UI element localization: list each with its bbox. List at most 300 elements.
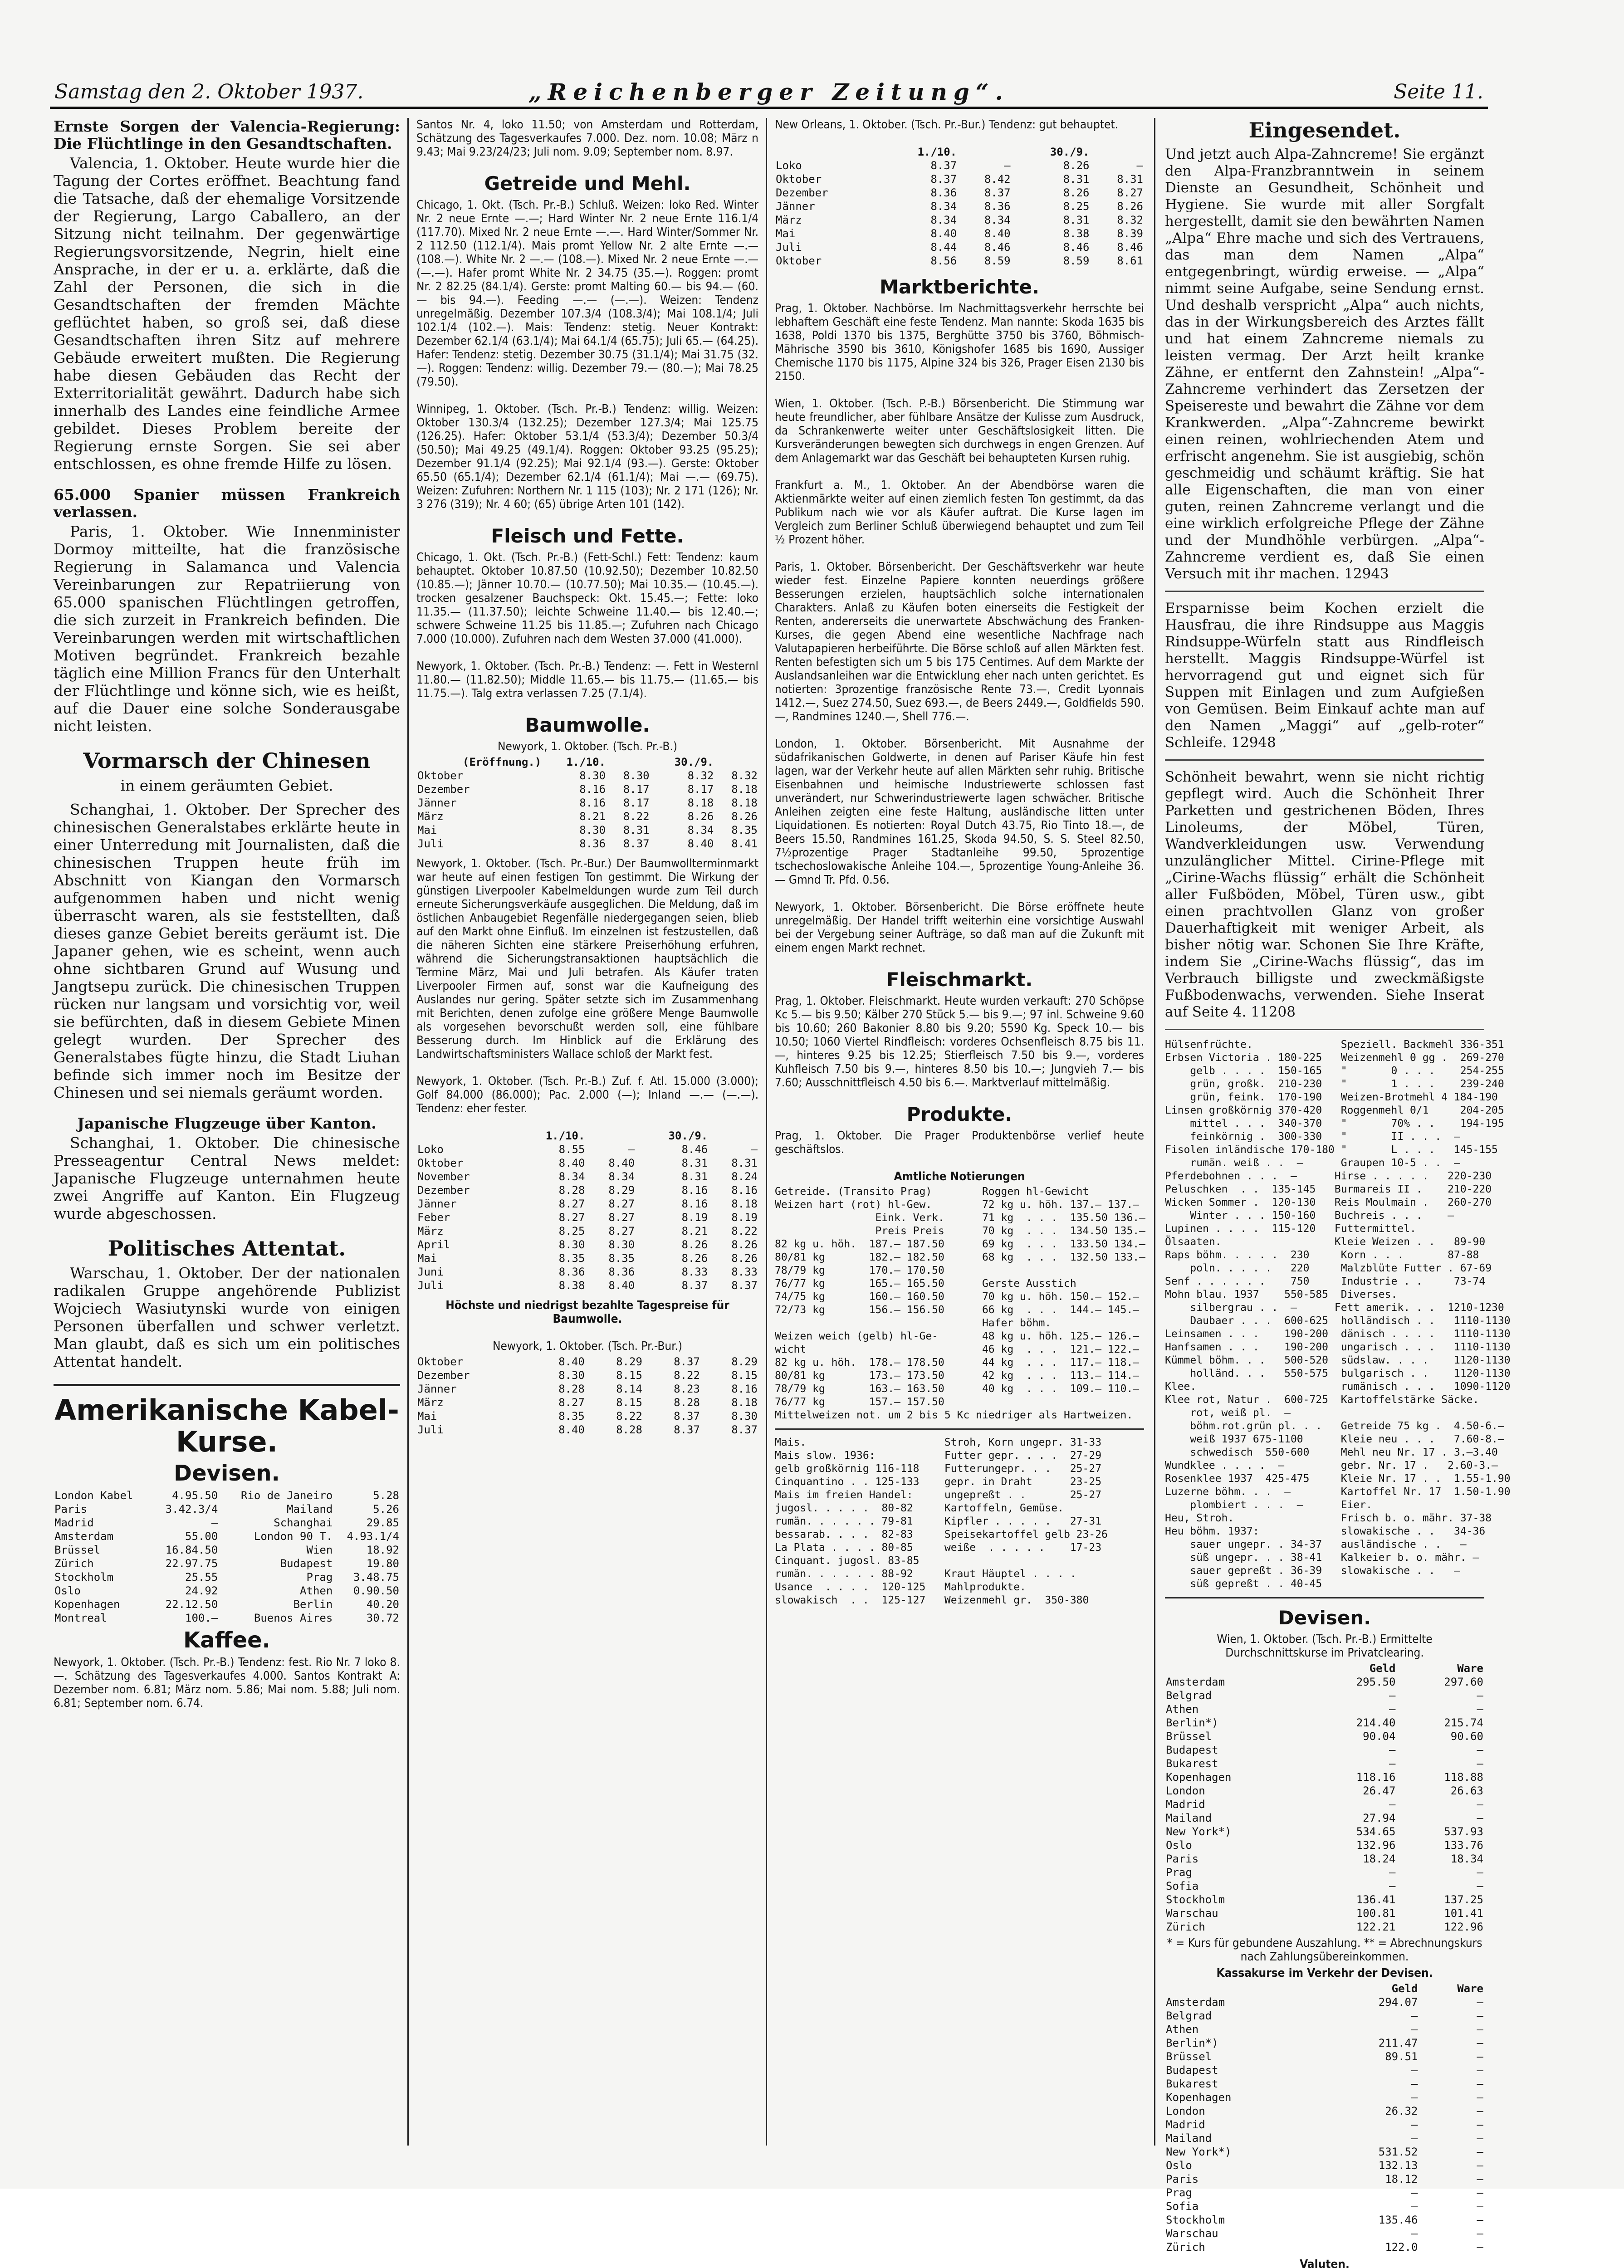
row-value: — — [1411, 2200, 1418, 2213]
table-header — [775, 145, 1144, 159]
devisen-row — [1165, 1702, 1484, 1716]
column-4 — [1161, 118, 1511, 2268]
row-value: 8.30 — [579, 769, 606, 782]
row-value: 8.38 — [1063, 227, 1090, 240]
row-value: 8.46 — [1117, 241, 1143, 254]
row-label: Belgrad — [1166, 1689, 1212, 1702]
row-value: — — [1477, 2132, 1483, 2145]
column-header: Ware — [1457, 1982, 1483, 1995]
price-line: feinkörnig . 300-330 " II . . . — — [1165, 1131, 1460, 1143]
price-line: 82 kg u. höh. 178.— 178.50 44 kg . . . 117.— 118.— — [775, 1357, 1140, 1369]
row-value: 8.40 — [930, 227, 957, 240]
kassa-row — [1165, 2186, 1484, 2200]
row-label: Juni — [417, 1266, 444, 1278]
kassa-row — [1165, 2023, 1484, 2036]
fleisch-newyork: Newyork, 1. Oktober. (Tsch. Pr.-B.) Tendenz: —. Fett in Westernl 11.80.— (11.82.50); Middle 11.65.— bis 11.75.— (11.65.— bis 11.75.—). Talg extra verlassen 7.25 (7.1/4). — [416, 660, 758, 700]
row-value: 8.27 — [1117, 186, 1143, 199]
price-line: 80/81 kg 182.— 182.50 68 kg . . . 132.50 133.— — [775, 1251, 1145, 1263]
kaffee-body: Newyork, 1. Oktober. (Tsch. Pr.-B.) Tendenz: fest. Rio Nr. 7 loko 8.—. Schätzung des Tagesverkaufes 4.000. Santos Kontrakt A: Dezember nom. 6.81; März nom. 5.86; Mai nom. 5.88; Juli nom. 6.81; September nom. 6.74. — [54, 1656, 400, 1710]
row-value: 8.39 — [1117, 227, 1143, 240]
price-line: Daubaer . . . 600-625 holländisch . . 1110-1130 — [1165, 1315, 1511, 1327]
baumwolle-intro: Newyork, 1. Oktober. (Tsch. Pr.-B.) — [498, 740, 677, 753]
row-value: 135.46 — [1378, 2214, 1418, 2226]
column-header: Geld — [1391, 1982, 1418, 1995]
baumwolle-3-heading: Höchste und niedrigst bezahlte Tagespreise für Baumwolle. — [445, 1299, 729, 1326]
baumwolle-report: Newyork, 1. Oktober. (Tsch. Pr.-Bur.) Der Baumwollterminmarkt war heute auf einen festigen Ton gestimmt. Die Wirkung der günstigen Liverpooler Kabelmeldungen wurde zum Teil durch erneute Sicherungsverkäufe ausgeglichen. Die Meldung, daß im östlichen Anbaugebiet Regenfälle niedergegangen seien, blieb auf den Markt ohne Einfluß. Im einzelnen ist festzustellen, daß die näheren Sichten eine stärkere Preiserhöhung erfuhren, während die Sicherungstransaktionen hauptsächlich die Termine März, Mai und Juli betrafen. Als Käufer traten Liverpooler Firmen auf, sonst war die Kaufneigung des Auslandes nur gering. Später setzte sich im Zusammenhang mit Berichten, denen zufolge eine größere Menge Baumwolle als vorgesehen bevorschußt werden soll, eine fühlbare Besserung durch. Im Hinblick auf die Erklärung des Landwirtschaftsministers Wallace schloß der Markt fest. — [416, 857, 758, 1061]
row-value: — — [1477, 2091, 1483, 2104]
price-line: sauer ungepr. . 34-37 ausländische . . — — [1165, 1539, 1467, 1550]
row-value: 8.16 — [579, 783, 606, 796]
row-label: Stockholm — [54, 1571, 114, 1584]
price-line: poln. . . . . 220 Malzblüte Futter . 67-69 — [1165, 1262, 1492, 1274]
row-value: 4.93.1/4 — [347, 1530, 399, 1543]
row-value: 8.18 — [731, 1396, 758, 1409]
price-line: Hülsenfrüchte. Speziell. Backmehl 336-351 — [1165, 1039, 1504, 1051]
row-value: 295.50 — [1356, 1676, 1396, 1688]
amtliche-heading: Amtliche Notierungen — [894, 1170, 1025, 1183]
row-value: — — [1389, 1703, 1396, 1716]
row-value: 8.14 — [616, 1383, 642, 1395]
row-value: Buenos Aires — [254, 1612, 333, 1624]
neworleans-row — [775, 159, 1144, 172]
section-marktberichte: Marktberichte. — [880, 276, 1039, 298]
kabel-row — [54, 1530, 400, 1543]
kabel-devisen-heading: Devisen. — [174, 1461, 280, 1486]
devisen-row — [1165, 1825, 1484, 1838]
row-value: Athen — [300, 1584, 333, 1597]
row-value: 26.63 — [1450, 1784, 1483, 1797]
row-label: Madrid — [54, 1516, 94, 1529]
row-label: Mai — [417, 1410, 437, 1422]
headline-chinesen: Vormarsch der Chinesen — [83, 748, 371, 773]
row-value: 8.22 — [623, 810, 650, 823]
price-line: Getreide. (Transito Prag) Roggen hl-Gewicht — [775, 1186, 1089, 1198]
row-label: Dezember — [417, 1369, 470, 1382]
price-line: Wicken Sommer . 120-130 Reis Moulmain . 260-270 — [1165, 1197, 1492, 1208]
row-value: 8.25 — [1063, 200, 1090, 213]
price-line: Cinquant. jugosl. 83-85 — [775, 1555, 920, 1567]
row-value: 8.26 — [731, 1238, 758, 1251]
row-value: 8.30 — [558, 1238, 585, 1251]
row-label: Berlin*) — [1166, 2037, 1218, 2049]
subheadline-chinesen: in einem geräumten Gebiet. — [120, 777, 333, 794]
row-value: — — [1136, 159, 1143, 172]
price-line: mittel . . . 340-370 " 70% . . 194-195 — [1165, 1118, 1504, 1129]
devisen-row — [1165, 1811, 1484, 1825]
row-label: Oktober — [776, 173, 822, 186]
row-value: 8.44 — [930, 241, 957, 254]
row-value: 24.92 — [185, 1584, 218, 1597]
row-value: 8.34 — [558, 1170, 585, 1183]
row-value: — — [1477, 2227, 1483, 2240]
row-value: 8.22 — [674, 1369, 700, 1382]
row-value: 8.36 — [608, 1266, 635, 1278]
price-line: Fisolen inländische 170-180 " L . . . 145-155 — [1165, 1144, 1498, 1156]
price-line: rumän. weiß . . — Graupen 10-5 . . — — [1165, 1157, 1460, 1169]
row-value: — — [211, 1516, 218, 1529]
row-label: Budapest — [1166, 1744, 1218, 1756]
row-label: März — [417, 1396, 444, 1409]
row-value: 8.31 — [681, 1170, 708, 1183]
column-header — [416, 1129, 513, 1143]
row-value: 8.33 — [681, 1266, 708, 1278]
kabel-row — [54, 1489, 400, 1502]
row-label: Sofia — [1166, 1880, 1199, 1892]
row-value: 132.96 — [1356, 1839, 1396, 1852]
column-header: Ware — [1457, 1662, 1483, 1675]
row-label: Loko — [776, 159, 802, 172]
row-label: Kopenhagen — [1166, 1771, 1232, 1784]
kaffee-heading: Kaffee. — [183, 1628, 270, 1653]
row-label: London — [1166, 2105, 1205, 2117]
price-line: bessarab. . . . 82-83 Speisekartoffel gelb 23-26 — [775, 1529, 1108, 1540]
row-label: November — [417, 1170, 470, 1183]
row-value: 8.19 — [731, 1211, 758, 1224]
row-value: — — [1477, 2241, 1483, 2253]
price-line: Hafer böhm. — [775, 1317, 1052, 1329]
table-header — [416, 1129, 758, 1143]
row-value: 8.34 — [608, 1170, 635, 1183]
row-value: 8.18 — [731, 783, 758, 796]
section-produkte: Produkte. — [906, 1103, 1013, 1125]
row-value: 8.31 — [681, 1157, 708, 1169]
kabel-row — [54, 1584, 400, 1598]
row-value: — — [1477, 2186, 1483, 2199]
kassa-row — [1165, 2104, 1484, 2118]
row-label: Amsterdam — [54, 1530, 114, 1543]
getreide-price-list — [775, 1185, 1144, 1422]
row-label: Bukarest — [1166, 2077, 1218, 2090]
row-value: 100.— — [185, 1612, 218, 1624]
article-valencia — [54, 118, 400, 473]
row-value: — — [1477, 2173, 1483, 2185]
row-value: 8.30 — [623, 769, 650, 782]
row-value: 8.46 — [681, 1143, 708, 1156]
kabel-kurse-table — [54, 1489, 400, 1625]
row-value: — — [1477, 1812, 1483, 1824]
row-value: 90.60 — [1450, 1730, 1483, 1743]
row-value: London 90 T. — [254, 1530, 333, 1543]
row-value: 118.16 — [1356, 1771, 1396, 1784]
devisen-row — [1165, 1716, 1484, 1730]
baumwolle-row — [416, 810, 758, 823]
row-value: 8.27 — [608, 1211, 635, 1224]
row-label: Dezember — [417, 1184, 470, 1197]
price-line: Winter . . . 150-160 Buchreis . . . — — [1165, 1210, 1454, 1222]
baumwolle-row — [416, 1211, 758, 1224]
baumwolle-row — [416, 1355, 758, 1369]
ad-cirine: Schönheit bewahrt, wenn sie nicht richtig gepflegt wird. Auch die Schönheit Ihrer Parketten und gestrichenen Böden, Ihres Linoleums, der Möbel, Türen, Wandverkleidungen usw. Verwendung unzulänglicher Mittel. Cirine-Pflege mit „Cirine-Wachs flüssig“ erhält die Schönheit aller Fußböden, Möbel, Türen usw., gibt einen prachtvollen Glanz von großer Dauerhaftigkeit mit weniger Arbeit, als bisher nötig war. Schonen Sie Ihre Kräfte, indem Sie „Cirine-Wachs flüssig“, das im Verbrauch billigste und zweckmäßigste Fußbodenwachs, verwenden. Siehe Inserat auf Seite 4. 11208 — [1165, 769, 1484, 1030]
row-value: — — [1477, 1757, 1483, 1770]
column-header — [775, 145, 879, 159]
row-label: Budapest — [1166, 2064, 1218, 2077]
kassa-row — [1165, 2200, 1484, 2213]
row-value: 8.31 — [623, 824, 650, 836]
baumwolle-row — [416, 1197, 758, 1211]
row-value: — — [1411, 2227, 1418, 2240]
price-line: 72/73 kg 156.— 156.50 66 kg . . . 144.— 145.— — [775, 1304, 1140, 1316]
row-label: März — [417, 810, 444, 823]
baumwolle-row — [416, 1423, 758, 1437]
baumwolle-row — [416, 1382, 758, 1396]
price-line: silbergrau . . — Fett amerik. . . 1210-1230 — [1165, 1302, 1504, 1314]
row-value: 8.28 — [674, 1396, 700, 1409]
price-line: jugosl. . . . . 80-82 Kartoffeln, Gemüse. — [775, 1502, 1064, 1514]
row-value: 8.29 — [616, 1355, 642, 1368]
row-value: 137.25 — [1444, 1893, 1483, 1906]
row-label: Oktober — [776, 254, 822, 267]
kabel-row — [54, 1516, 400, 1530]
row-value: 136.41 — [1356, 1893, 1396, 1906]
price-line: Erbsen Victoria . 180-225 Weizenmehl 0 gg . 269-270 — [1165, 1052, 1504, 1064]
row-value: 8.40 — [558, 1423, 585, 1436]
devisen-row — [1165, 1730, 1484, 1743]
row-value: 8.30 — [558, 1369, 585, 1382]
row-value: 8.17 — [687, 783, 714, 796]
divider — [775, 1428, 1144, 1430]
row-value: 22.97.75 — [165, 1557, 218, 1570]
row-value: 122.96 — [1444, 1921, 1483, 1933]
row-label: Feber — [417, 1211, 450, 1224]
row-value: — — [1477, 2200, 1483, 2213]
row-value: 26.47 — [1363, 1784, 1396, 1797]
column-header — [586, 1129, 636, 1143]
column-1 — [50, 118, 404, 2146]
row-value: 16.84.50 — [165, 1544, 218, 1556]
row-value: — — [1389, 1880, 1396, 1892]
row-value: 8.17 — [623, 783, 650, 796]
article-title: Ernste Sorgen der Valencia-Regierung: Die Flüchtlinge in den Gesandtschaften. — [54, 117, 400, 152]
baumwolle-row — [416, 1396, 758, 1409]
row-value: 29.85 — [366, 1516, 399, 1529]
divider — [1165, 1597, 1484, 1598]
row-value: — — [1411, 2077, 1418, 2090]
column-header — [607, 755, 651, 769]
masthead-date: Samstag den 2. Oktober 1937. — [54, 80, 364, 103]
row-value: 8.26 — [731, 810, 758, 823]
column-header: 30./9. — [674, 756, 714, 768]
row-value: 0.90.50 — [353, 1584, 399, 1597]
produkte-price-list — [1165, 1038, 1511, 1591]
row-value: 8.16 — [579, 797, 606, 809]
row-value: 8.26 — [1117, 200, 1143, 213]
row-value: 8.34 — [930, 214, 957, 226]
kassa-row — [1165, 2213, 1484, 2227]
kassa-row — [1165, 1995, 1484, 2009]
row-value: 55.00 — [185, 1530, 218, 1543]
price-line: Kümmel böhm. . . 500-520 südslaw. . . . 1120-1130 — [1165, 1354, 1511, 1366]
price-line: Raps böhm. . . . . 230 Korn . . . 87-88 — [1165, 1249, 1479, 1261]
column-header: 30./9. — [668, 1129, 708, 1142]
baumwolle-3-table — [416, 1355, 758, 1437]
row-value: 4.95.50 — [172, 1489, 218, 1502]
column-header: Geld — [1369, 1662, 1396, 1675]
row-label: Oktober — [417, 1157, 464, 1169]
row-value: 8.35 — [558, 1252, 585, 1265]
row-value: — — [1477, 1880, 1483, 1892]
price-line: Wundklee . . . . — gebr. Nr. 17 . 2.60-3.— — [1165, 1460, 1498, 1471]
kassa-row — [1165, 2118, 1484, 2131]
devisen-row — [1165, 1920, 1484, 1934]
row-value: Mailand — [287, 1503, 333, 1515]
kabel-row — [54, 1570, 400, 1584]
markt-paris: Paris, 1. Oktober. Börsenbericht. Der Geschäftsverkehr war heute wieder fest. Einzelne Papiere konnten neuerdings größere Besserungen erzielen, hauptsächlich solche internationalen Charakters. Anlaß zu Käufen boten einerseits die Festigkeit der Renten, andererseits die unerwartete Abschwächung des Franken-Kurses, die gegen Abend eine wesentliche Nachfrage nach Valutapapieren herbeiführte. Die Börse schloß auf allen Märkten fest. Renten befestigten sich um 5 bis 175 Centimes. Auf dem Markte der Auslandsanleihen war die Entwicklung eher nach unten gerichtet. Es notierten: 3prozentige französische Rente 73.—, Credit Lyonnais 1412.—, Suez 274.50, Suez 693.—, de Beers 2449.—, Goldfields 590.—, Randmines 1240.—, Shell 776.—. — [775, 560, 1144, 723]
row-value: 8.28 — [558, 1184, 585, 1197]
row-value: 118.88 — [1444, 1771, 1483, 1784]
row-value: 8.37 — [984, 186, 1011, 199]
row-label: Juli — [417, 1423, 444, 1436]
baumwolle-row — [416, 782, 758, 796]
price-line: 82 kg u. höh. 187.— 187.50 69 kg . . . 133.50 134.— — [775, 1238, 1145, 1250]
row-label: Amsterdam — [1166, 1996, 1225, 2009]
markt-wien: Wien, 1. Oktober. (Tsch. P.-B.) Börsenbericht. Die Stimmung war heute freundlicher, aber fühlbare Ansätze der Kulisse zum Ausdruck, da Schrankenwerte weiter unter Geschäftslosigkeit litten. Die Kursveränderungen bewegten sich durchwegs in engen Grenzen. Auf dem Anlagemarkt war das Geschäft bei behaupteten Kursen ruhig. — [775, 397, 1144, 465]
markt-london: London, 1. Oktober. Börsenbericht. Mit Ausnahme der südafrikanischen Goldwerte, in denen auf Pariser Käufe hin fest lagen, war der Verkehr heute auf allen Märkten sehr ruhig. Britische Eisenbahnen und heimische Industriewerte schlossen fast unverändert, nur Schwerindustriewerte lagen schwächer. Britische Anleihen zeigten eine feste Haltung, ausländische litten unter Liquidationen. Es notierten: Royal Dutch 43.75, Rio Tinto 18.—, de Beers 15.50, Randmines 161.25, Skoda 94.50, S. S. Steel 82.50, 7½prozentige Prager Stadtanleihe 99.50, 5prozentige tschechoslowakische Anleihe 104.—, 5prozentige Young-Anleihe 36.— Gmnd Tr. Pfd. 0.56. — [775, 737, 1144, 887]
row-value: 8.30 — [579, 824, 606, 836]
devisen-row — [1165, 1743, 1484, 1757]
row-label: Madrid — [1166, 1798, 1205, 1811]
price-line: Mohn blau. 1937 550-585 Diverses. — [1165, 1289, 1398, 1300]
row-value: 8.31 — [731, 1157, 758, 1169]
kassa-row — [1165, 2172, 1484, 2186]
kassa-row — [1165, 2131, 1484, 2145]
neworleans-row — [775, 172, 1144, 186]
markt-prag: Prag, 1. Oktober. Nachbörse. Im Nachmittagsverkehr herrschte bei lebhaftem Geschäft eine feste Tendenz. Man nannte: Skoda 1635 bis 1638, Poldi 1370 bis 1375, Berghütte 3750 bis 3760, Böhmisch-Mährische 3590 bis 3610, Königshofer 1685 bis 1690, Aussiger Chemische 1170 bis 1175, Alpine 324 bis 326, Prager Eisen 2130 bis 2150. — [775, 302, 1144, 383]
price-line: Mais. Stroh, Korn ungepr. 31-33 — [775, 1437, 1102, 1448]
kabel-row — [54, 1611, 400, 1625]
row-value: 101.41 — [1444, 1907, 1483, 1920]
kassa-row — [1165, 2091, 1484, 2104]
article-spanier — [54, 486, 400, 735]
price-line: gelb . . . . 150-165 " 0 . . . 254-255 — [1165, 1065, 1504, 1077]
price-line: Eink. Verk. 71 kg . . . 135.50 136.— — [775, 1212, 1145, 1224]
price-line: Leinsamen . . . 190-200 dänisch . . . . 1110-1130 — [1165, 1328, 1511, 1340]
row-value: 8.46 — [984, 241, 1011, 254]
row-value: 8.16 — [731, 1383, 758, 1395]
row-label: New York*) — [1166, 1825, 1232, 1838]
row-value: 8.23 — [674, 1383, 700, 1395]
row-value: 8.36 — [558, 1266, 585, 1278]
row-label: Oktober — [417, 1355, 464, 1368]
row-label: April — [417, 1238, 450, 1251]
row-value: 8.26 — [1063, 159, 1090, 172]
baumwolle-row — [416, 1224, 758, 1238]
row-value: — — [1389, 1744, 1396, 1756]
row-value: 8.37 — [731, 1423, 758, 1436]
mais-price-list — [775, 1436, 1144, 1607]
neworleans-row — [775, 227, 1144, 240]
row-value: Prag — [306, 1571, 333, 1584]
row-label: Mailand — [1166, 1812, 1212, 1824]
baumwolle-2-intro: Newyork, 1. Oktober. (Tsch. Pr.-B.) Zuf. f. Atl. 15.000 (3.000); Golf 84.000 (86.000); Pac. 2.000 (—); Inland —.— (—.—). Tendenz: eher fester. — [416, 1075, 758, 1115]
column-3 — [771, 118, 1148, 2146]
kassa-row — [1165, 2240, 1484, 2254]
row-value: 8.31 — [1117, 173, 1143, 186]
row-label: Berlin*) — [1166, 1716, 1218, 1729]
price-line: Heu, Stroh. Frisch b. o. mähr. 37-38 — [1165, 1512, 1492, 1524]
row-label: Oslo — [1166, 2159, 1192, 2172]
devisen-table — [1165, 1662, 1484, 1934]
row-value: 8.37 — [674, 1355, 700, 1368]
baumwolle-row — [416, 1143, 758, 1156]
row-value: 8.37 — [674, 1423, 700, 1436]
row-value: — — [1477, 1703, 1483, 1716]
row-label: Oslo — [54, 1584, 81, 1597]
row-value: 3.48.75 — [353, 1571, 399, 1584]
price-line: Mais slow. 1936: Futter gepr. . . . 27-29 — [775, 1450, 1102, 1461]
kassa-row — [1165, 2009, 1484, 2023]
price-line: Weizen weich (gelb) hl-Ge- 48 kg u. höh. 125.— 126.— — [775, 1330, 1140, 1342]
row-value: — — [1389, 1757, 1396, 1770]
row-value: 8.25 — [558, 1225, 585, 1237]
row-value: 8.36 — [579, 837, 606, 850]
price-line: Ölsaaten. Kleie Weizen . . 89-90 — [1165, 1236, 1486, 1248]
row-value: 8.33 — [731, 1266, 758, 1278]
price-line: Weizen hart (rot) hl-Gew. 72 kg u. höh. 137.— 137.— — [775, 1199, 1140, 1211]
row-value: 22.12.50 — [165, 1598, 218, 1611]
row-value: — — [1477, 2077, 1483, 2090]
row-value: 531.52 — [1378, 2146, 1418, 2158]
row-label: Sofia — [1166, 2200, 1199, 2213]
masthead-page-number: Seite 11. — [1394, 80, 1483, 103]
neworleans-table — [775, 145, 1144, 268]
row-label: Warschau — [1166, 2227, 1218, 2240]
devisen-row — [1165, 1784, 1484, 1798]
baumwolle-row — [416, 1183, 758, 1197]
row-value: — — [1477, 1689, 1483, 1702]
row-value: 27.94 — [1363, 1812, 1396, 1824]
row-value: 214.40 — [1356, 1716, 1396, 1729]
row-value: — — [1477, 2023, 1483, 2036]
row-value: 8.22 — [616, 1410, 642, 1422]
row-value: 8.26 — [1063, 186, 1090, 199]
row-label: März — [417, 1225, 444, 1237]
row-label: London — [1166, 1784, 1205, 1797]
row-value: — — [1477, 2009, 1483, 2022]
price-line: Preis Preis 70 kg . . . 134.50 135.— — [775, 1225, 1145, 1237]
row-value: Budapest — [280, 1557, 333, 1570]
row-label: Dezember — [776, 186, 828, 199]
section-getreide: Getreide und Mehl. — [484, 172, 691, 195]
section-fleisch-fette: Fleisch und Fette. — [491, 525, 684, 547]
devisen-row — [1165, 1866, 1484, 1879]
price-line: weiß 1937 675-1100 Kleie neu . . . 7.60-8.— — [1165, 1433, 1504, 1445]
row-value: 122.21 — [1356, 1921, 1396, 1933]
row-value: 8.36 — [984, 200, 1011, 213]
row-value: 40.20 — [366, 1598, 399, 1611]
price-line: Mais im freien Handel: ungepreßt . . 25-27 — [775, 1489, 1102, 1501]
price-line: slowakisch . . 125-127 Weizenmehl gr. 350-380 — [775, 1594, 1089, 1606]
row-value: 30.72 — [366, 1612, 399, 1624]
price-line: La Plata . . . . 80-85 weiße . . . . . 17-23 — [775, 1542, 1102, 1554]
row-value: 25.55 — [185, 1571, 218, 1584]
row-value: 8.35 — [731, 824, 758, 836]
price-line: grün, großk. 210-230 " 1 . . . 239-240 — [1165, 1078, 1504, 1090]
row-value: 8.28 — [558, 1383, 585, 1395]
row-label: Paris — [1166, 1853, 1199, 1865]
row-value: 8.16 — [731, 1184, 758, 1197]
row-value: — — [1477, 1866, 1483, 1879]
row-value: 8.59 — [1063, 254, 1090, 267]
row-value: 8.24 — [731, 1170, 758, 1183]
row-value: — — [1477, 1744, 1483, 1756]
row-label: Juli — [776, 241, 802, 254]
row-label: Brüssel — [1166, 1730, 1212, 1743]
row-value: — — [1477, 2214, 1483, 2226]
devisen-row — [1165, 1893, 1484, 1906]
row-value: — — [1411, 2009, 1418, 2022]
price-line: Pferdebohnen . . . — Hirse . . . . . 220-230 — [1165, 1170, 1492, 1182]
devisen-row — [1165, 1770, 1484, 1784]
